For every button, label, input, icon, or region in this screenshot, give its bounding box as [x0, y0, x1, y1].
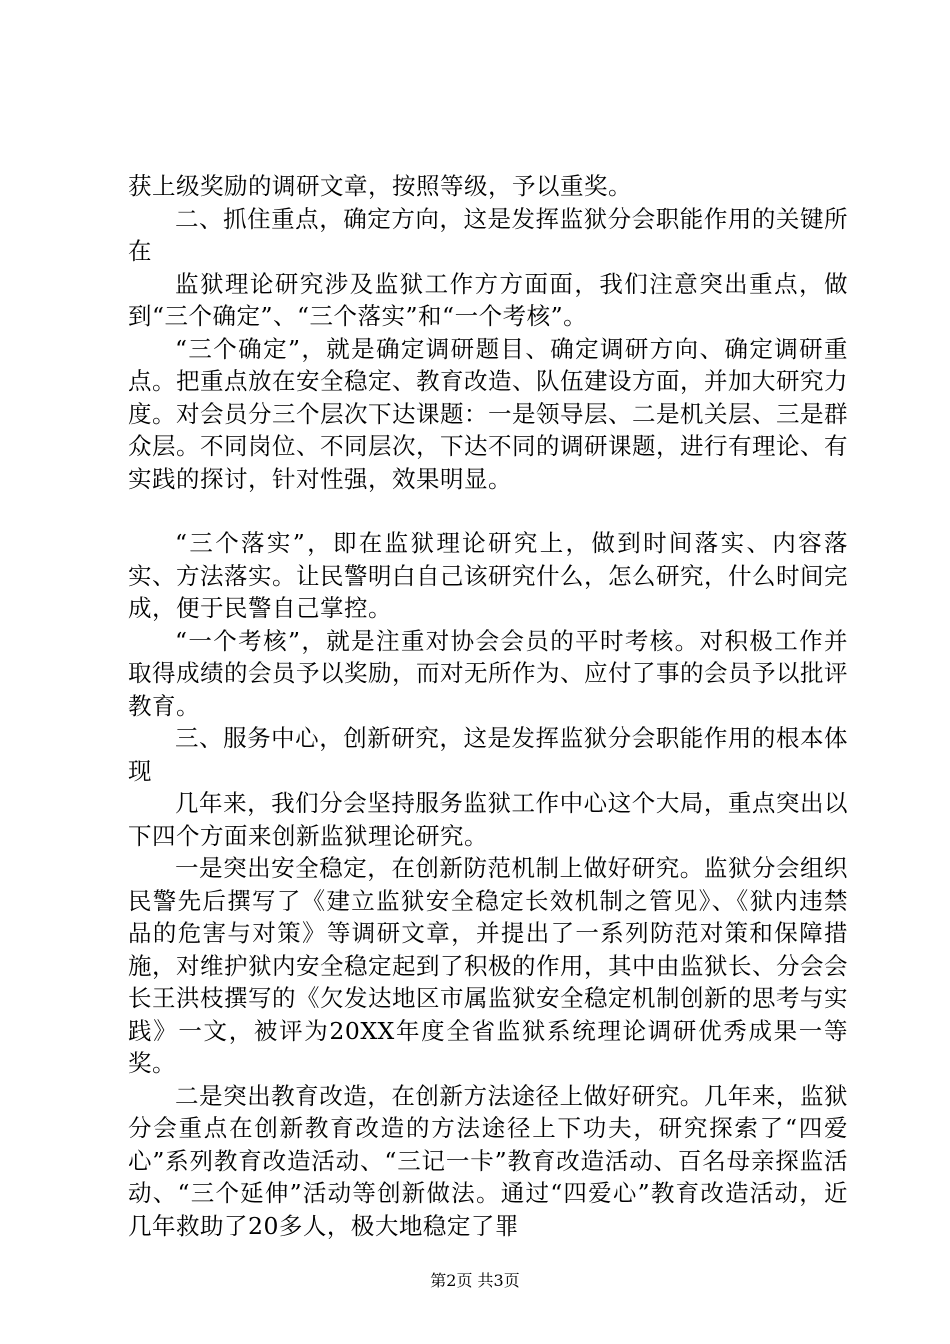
body-text	[128, 170, 848, 1242]
paragraph: “三个落实”，即在监狱理论研究上，做到时间落实、内容落实、方法落实。让民警明白自己该研究什么，怎么研究，什么时间完成，便于民警自己掌控。	[128, 529, 848, 622]
section-heading-2: 二、抓住重点，确定方向，这是发挥监狱分会职能作用的关键所在	[128, 204, 848, 265]
paragraph: 监狱理论研究涉及监狱工作方方面面，我们注意突出重点，做到“三个确定”、“三个落实”和“一个考核”。	[128, 269, 848, 330]
section-heading-3: 三、服务中心，创新研究，这是发挥监狱分会职能作用的根本体现	[128, 724, 848, 785]
paragraph: 几年来，我们分会坚持服务监狱工作中心这个大局，重点突出以下四个方面来创新监狱理论研究。	[128, 789, 848, 850]
paragraph: 二是突出教育改造，在创新方法途径上做好研究。几年来，监狱分会重点在创新教育改造的方法途径上下功夫，研究探索了“四爱心”系列教育改造活动、“三记一卡”教育改造活动、百名母亲探监活动、“三个延伸”活动等创新做法。通过“四爱心”教育改造活动，近几年救助了20多人，极大地稳定了罪	[128, 1081, 848, 1240]
paragraph: “一个考核”，就是注重对协会会员的平时考核。对积极工作并取得成绩的会员予以奖励，而对无所作为、应付了事的会员予以批评教育。	[128, 626, 848, 720]
paragraph: “三个确定”，就是确定调研题目、确定调研方向、确定调研重点。把重点放在安全稳定、教育改造、队伍建设方面，并加大研究力度。对会员分三个层次下达课题：一是领导层、二是机关层、三是群众层。不同岗位、不同层次，下达不同的调研课题，进行有理论、有实践的探讨，针对性强，效果明显。	[128, 334, 848, 493]
page-number-footer: 第2页 共3页	[430, 1271, 520, 1290]
blank-line	[128, 495, 848, 527]
paragraph: 一是突出安全稳定，在创新防范机制上做好研究。监狱分会组织民警先后撰写了《建立监狱安全稳定长效机制之管见》、《狱内违禁品的危害与对策》等调研文章，并提出了一系列防范对策和保障措施，对维护狱内安全稳定起到了积极的作用，其中由监狱长、分会会长王洪枝撰写的《欠发达地区市属监狱安全稳定机制创新的思考与实践》一文，被评为20XX年度全省监狱系统理论调研优秀成果一等奖。	[128, 854, 848, 1077]
paragraph-continuation: 获上级奖励的调研文章，按照等级，予以重奖。	[128, 172, 632, 200]
